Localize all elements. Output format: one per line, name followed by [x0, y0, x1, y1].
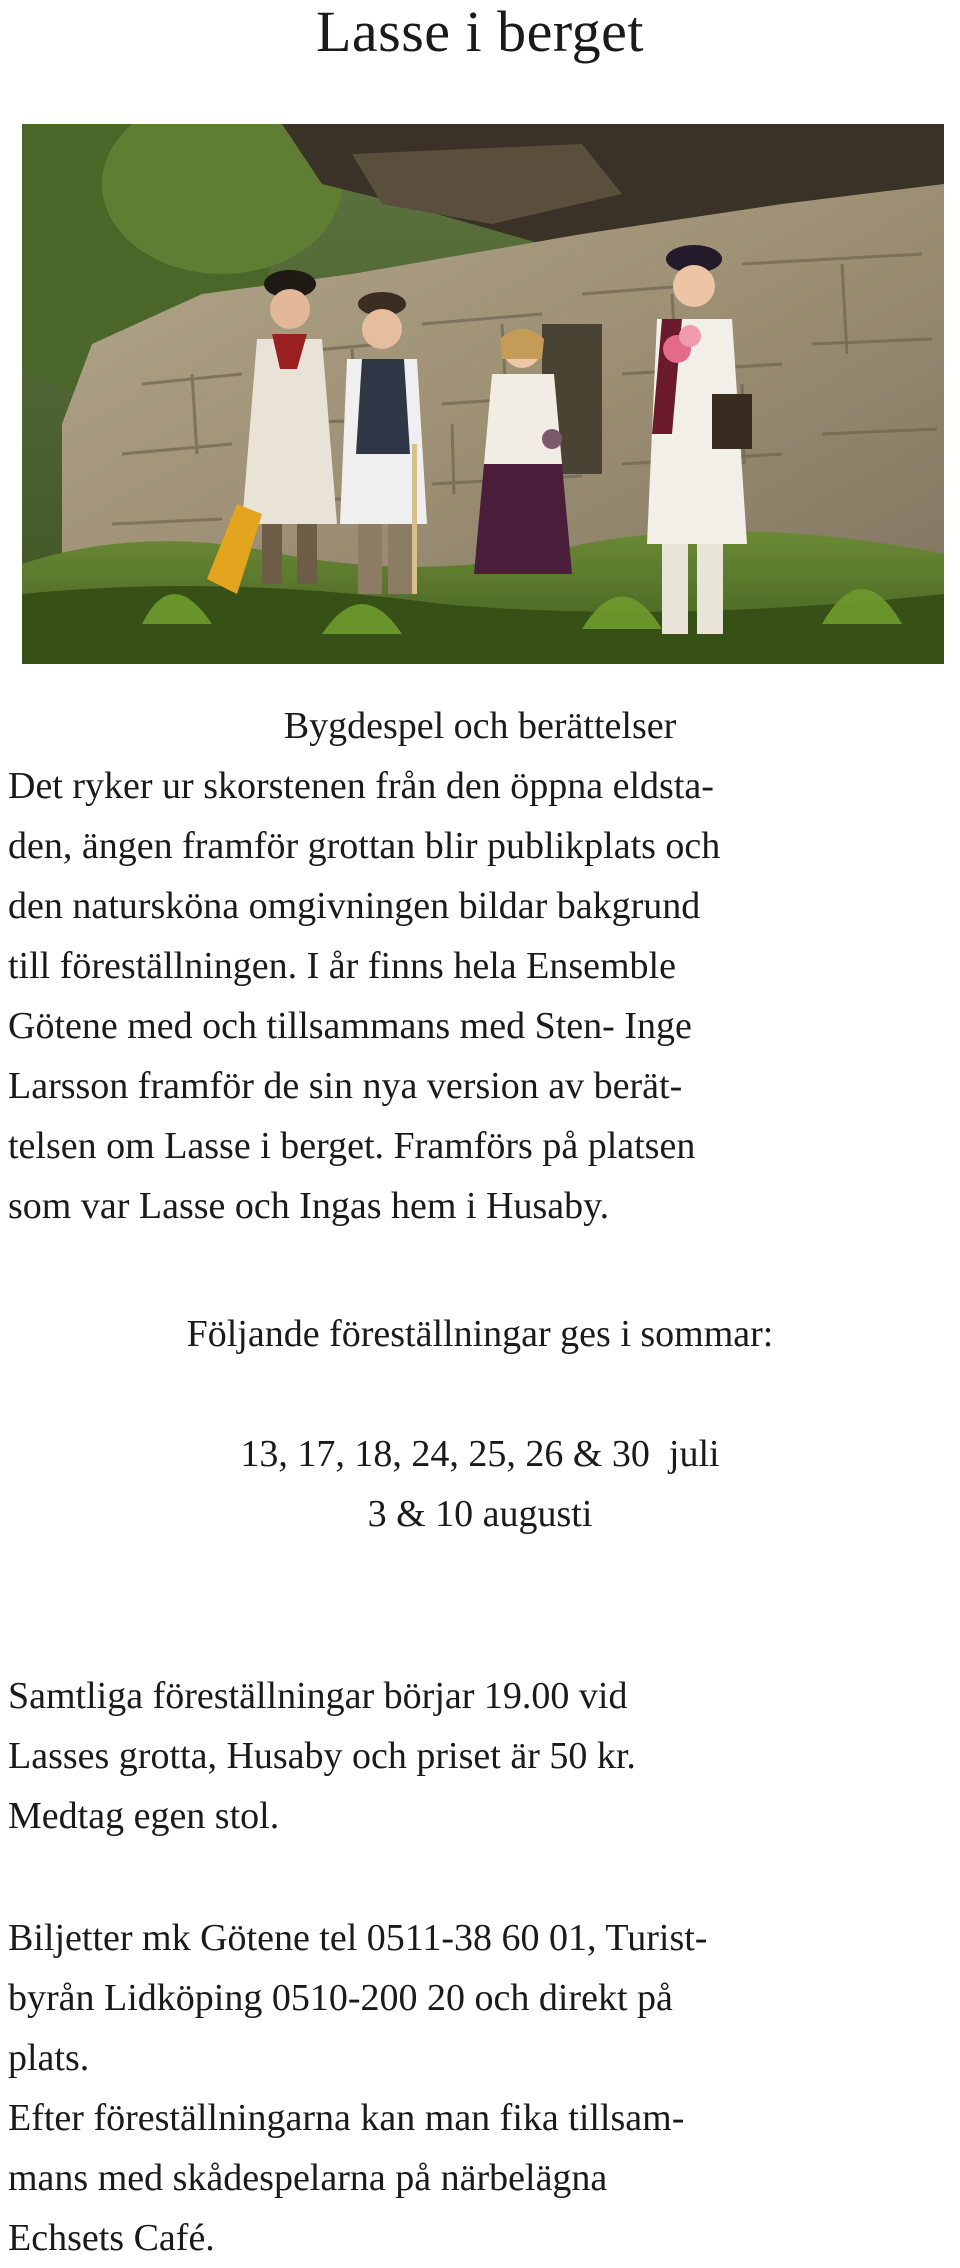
tickets-text: [8, 1908, 952, 2268]
intro-line: Larsson framför de sin nya version av berät-: [8, 1065, 683, 1107]
tickets-line: plats.: [8, 2037, 90, 2079]
photo-of-actors-icon: [22, 124, 944, 664]
info-line: Medtag egen stol.: [8, 1795, 280, 1837]
page-title: Lasse i berget: [315, 0, 645, 64]
tickets-line: mans med skådespelarna på närbelägna: [8, 2157, 608, 2199]
tickets-line: byrån Lidköping 0510-200 20 och direkt på: [8, 1977, 673, 2019]
schedule-dates: [8, 1424, 952, 1544]
schedule-heading: [8, 1304, 952, 1364]
intro-text: [8, 696, 952, 1236]
dates-august: 3 & 10 augusti: [367, 1493, 593, 1535]
tickets-line: Biljetter mk Götene tel 0511-38 60 01, Turist-: [8, 1917, 708, 1959]
intro-line: telsen om Lasse i berget. Framförs på platsen: [8, 1125, 696, 1167]
info-line: Lasses grotta, Husaby och priset är 50 kr.: [8, 1735, 636, 1777]
intro-heading: Bygdespel och berättelser: [283, 705, 677, 747]
intro-line: till föreställningen. I år finns hela Ensemble: [8, 945, 676, 987]
info-line: Samtliga föreställningar börjar 19.00 vid: [8, 1675, 628, 1717]
dates-july: 13, 17, 18, 24, 25, 26 & 30 juli: [240, 1433, 720, 1475]
intro-line: som var Lasse och Ingas hem i Husaby.: [8, 1185, 610, 1227]
intro-line: den natursköna omgivningen bildar bakgrund: [8, 885, 701, 927]
photo-of-actors: [22, 124, 944, 664]
tickets-line: Echsets Café.: [8, 2217, 215, 2259]
info-text: [8, 1666, 952, 1846]
intro-line: Götene med och tillsammans med Sten- Inge: [8, 1005, 692, 1047]
tickets-line: Efter föreställningarna kan man fika tillsam-: [8, 2097, 685, 2139]
intro-line: Det ryker ur skorstenen från den öppna eldsta-: [8, 765, 714, 807]
schedule-heading-text: Följande föreställningar ges i sommar:: [186, 1313, 774, 1355]
intro-line: den, ängen framför grottan blir publikplats och: [8, 825, 721, 867]
